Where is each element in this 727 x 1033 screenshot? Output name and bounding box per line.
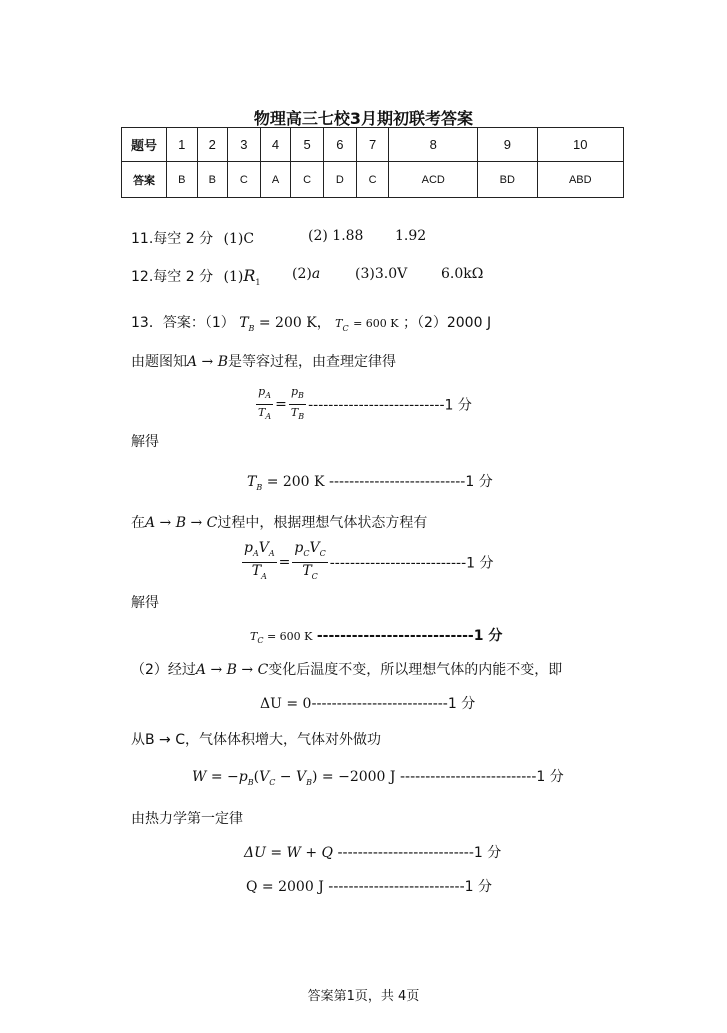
q11-line — [131, 228, 254, 248]
q13-part2-answer: ；（2）2000 J — [402, 315, 492, 331]
q13-step1-text — [131, 351, 396, 371]
q11-label: 11.每空 2 分 — [131, 231, 214, 247]
score-dash-line: ---------------------------1 分 — [311, 696, 476, 712]
q13-answer-line — [131, 312, 491, 333]
q13-equation-8 — [246, 876, 492, 896]
table-cell: 4 — [260, 128, 291, 162]
q12-line — [131, 266, 261, 287]
table-cell: B — [167, 162, 198, 198]
score-dash-line: ---------------------------1 分 — [328, 474, 493, 490]
table-cell: 1 — [167, 128, 198, 162]
q13-step1-expr: A → B — [187, 354, 229, 370]
table-cell: 5 — [291, 128, 324, 162]
q12-answer-2 — [292, 266, 320, 282]
q13-equation-7 — [244, 842, 501, 862]
score-dash-line: ---------------------------1 分 — [399, 769, 564, 785]
table-cell: A — [260, 162, 291, 198]
q13-eq8-expr: Q = 2000 J — [246, 879, 324, 895]
q12-answer-1-subscript: 1 — [255, 277, 261, 287]
q11-answer-1: (1)C — [223, 231, 255, 247]
score-dash-line: ---------------------------1 分 — [328, 879, 493, 895]
page-title: 物理高三七校3月期初联考答案 — [253, 109, 474, 128]
table-cell: C — [291, 162, 324, 198]
table-cell: B — [197, 162, 228, 198]
table-cell: 8 — [389, 128, 478, 162]
q12-answer-1-prefix: (1) — [223, 269, 244, 285]
fraction: $\frac{p_CV_C}{T_C}$ — [294, 540, 326, 581]
table-cell: 10 — [537, 128, 623, 162]
q12-answer-1-symbol: R — [243, 266, 256, 285]
fraction: $\frac{p_B}{T_B}$ — [290, 385, 305, 422]
q13-step1-suffix: 是等容过程，由查理定律得 — [228, 354, 397, 370]
score-dash-line: ---------------------------1 分 — [329, 555, 494, 572]
table-row — [122, 162, 624, 198]
q13-separator: ， — [316, 315, 331, 331]
q13-step7-text: 由热力学第一定律 — [131, 811, 243, 827]
score-dash-line: ---------------------------1 分 — [316, 628, 503, 644]
q13-equation-4: $T_C = 600$ K ---------------------------1 分 — [250, 628, 503, 646]
q13-equation-6: $W = -p_B(V_C - V_B) = -2000$ J ---------------------------1 分 — [192, 769, 564, 787]
table-cell: ACD — [389, 162, 478, 198]
score-dash-line: ---------------------------1 分 — [308, 397, 472, 414]
fraction: $\frac{p_AV_A}{T_A}$ — [244, 540, 275, 581]
table-cell: 9 — [478, 128, 538, 162]
table-cell: 2 — [197, 128, 228, 162]
answer-table — [121, 127, 624, 198]
q13-equation-2: $T_B = 200$ K ---------------------------1 分 — [247, 474, 493, 492]
q13-tb-symbol: T — [239, 315, 249, 331]
q13-step5-suffix: 变化后温度不变，所以理想气体的内能不变，即 — [268, 662, 563, 678]
q13-tc-symbol: T — [335, 317, 343, 330]
table-cell: 6 — [323, 128, 356, 162]
page-footer: 答案第1页，共 4页 — [307, 989, 420, 1004]
q13-eq2-value: = 200 K — [266, 474, 325, 490]
q13-tb-subscript: B — [248, 323, 255, 333]
q13-eq7-expr: ΔU = W + Q — [244, 845, 334, 861]
q13-eq6-value: = −2000 J — [321, 769, 396, 785]
q13-step3-suffix: 过程中，根据理想气体状态方程有 — [217, 515, 428, 531]
table-cell: D — [323, 162, 356, 198]
q13-solve-label-1: 解得 — [131, 434, 159, 450]
q12-answer-2-symbol: a — [311, 266, 321, 282]
q13-step5-expr: A → B → C — [195, 662, 269, 678]
table-cell: C — [228, 162, 261, 198]
table-cell: BD — [478, 162, 538, 198]
fraction: $\frac{p_A}{T_A}$ — [258, 385, 272, 422]
q13-step3-text — [131, 512, 427, 532]
q12-answer-2-prefix: (2) — [292, 266, 312, 282]
q13-label: 13．答案：（1） — [131, 315, 235, 331]
q11-answer-3: 1.92 — [395, 228, 427, 244]
table-cell: 7 — [356, 128, 389, 162]
q13-step6-text: 从B → C，气体体积增大，气体对外做功 — [131, 732, 382, 748]
q13-solve-label-2: 解得 — [131, 595, 159, 611]
q13-equation-5 — [260, 693, 475, 713]
q11-answer-2: (2) 1.88 — [308, 228, 364, 244]
q13-tc-value: = 600 K — [353, 317, 399, 330]
q13-eq5-expr: ΔU = 0 — [260, 696, 312, 712]
table-row — [122, 128, 624, 162]
q12-answer-4: 6.0kΩ — [441, 266, 484, 282]
table-cell: C — [356, 162, 389, 198]
q13-equation-3: $\frac{p_AV_A}{T_A}$ = $\frac{p_CV_C}{T_C}$ ---------------------------1 分 — [240, 540, 494, 585]
q13-step5-prefix: （2）经过 — [131, 662, 196, 678]
table-header-cell: 题号 — [122, 128, 167, 162]
q13-step3-prefix: 在 — [131, 515, 145, 531]
q13-step1-prefix: 由题图知 — [131, 354, 187, 370]
table-header-cell: 答案 — [122, 162, 167, 198]
table-cell: 3 — [228, 128, 261, 162]
q13-eq4-value: = 600 K — [266, 630, 313, 643]
q12-answer-3: (3)3.0V — [355, 266, 408, 282]
q13-tc-subscript: C — [342, 323, 349, 333]
q13-equation-1: $\frac{p_A}{T_A}$ = $\frac{p_B}{T_B}$ ---------------------------1 分 — [254, 384, 472, 425]
q13-step5-text — [131, 659, 562, 679]
q13-tb-value: = 200 K — [258, 315, 317, 331]
table-cell: ABD — [537, 162, 623, 198]
q12-label: 12.每空 2 分 — [131, 269, 214, 285]
score-dash-line: ---------------------------1 分 — [337, 845, 502, 861]
q13-step3-expr: A → B → C — [145, 515, 218, 531]
